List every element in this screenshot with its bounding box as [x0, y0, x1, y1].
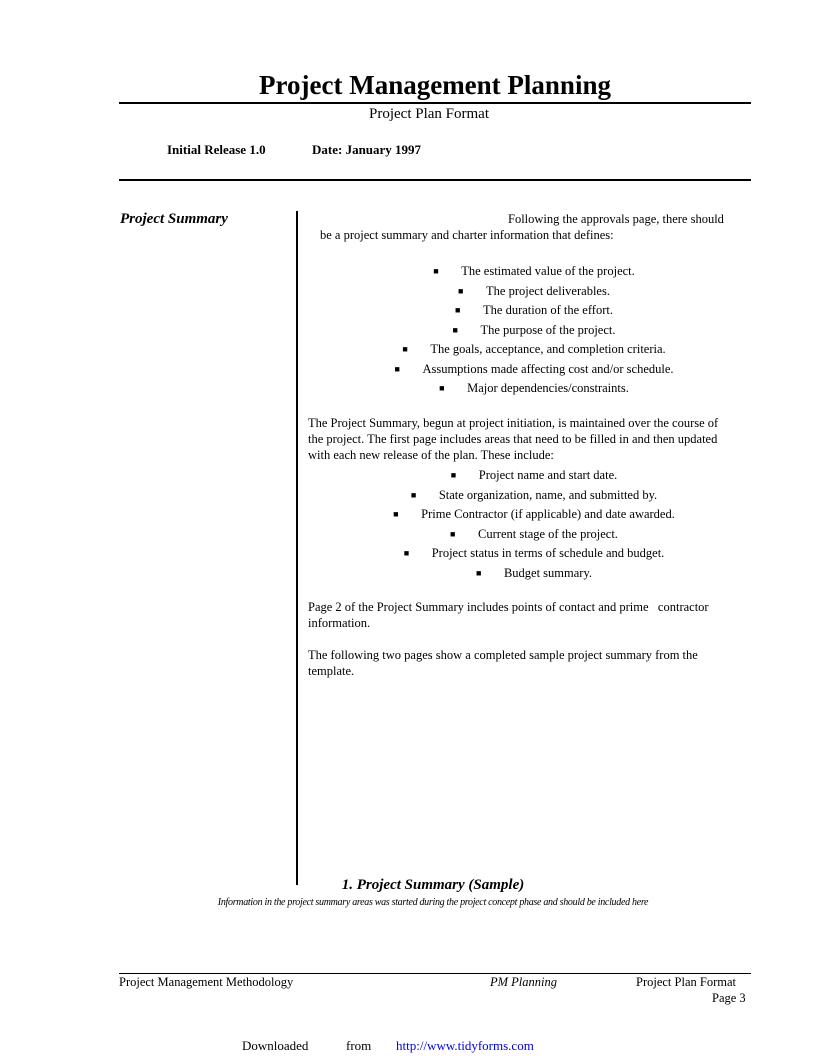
- bullet-icon: ■: [394, 363, 400, 374]
- list-item: ■ The project deliverables.: [310, 282, 758, 302]
- download-link[interactable]: http://www.tidyforms.com: [396, 1038, 534, 1053]
- footer-left: Project Management Methodology: [119, 975, 294, 989]
- bullet-icon: ■: [450, 528, 456, 539]
- bullet-icon: ■: [402, 344, 408, 354]
- list-item: ■ Project status in terms of schedule and budget.: [310, 544, 758, 564]
- bullet-icon: ■: [403, 548, 410, 558]
- sample-title: 1. Project Summary (Sample): [341, 877, 525, 893]
- sample-note: Information in the project summary areas was started during the project concept phase and should be included here: [217, 897, 649, 908]
- summary-para-line-3: with each new release of the plan. These include:: [308, 448, 554, 462]
- defines-bullet-list: [310, 262, 758, 399]
- bullet-icon: ■: [433, 266, 439, 276]
- list-item: ■ The purpose of the project.: [310, 321, 758, 341]
- list-item: ■ Major dependencies/constraints.: [310, 379, 758, 399]
- contacts-para-line-2: information.: [308, 616, 371, 630]
- header-rule-top: [119, 102, 751, 104]
- includes-bullet-list: [310, 466, 758, 583]
- footer-right: Project Plan Format: [636, 975, 736, 989]
- bullet-icon: ■: [393, 509, 399, 519]
- list-item: ■ Prime Contractor (if applicable) and date awarded.: [310, 505, 758, 525]
- bullet-icon: ■: [475, 567, 482, 578]
- release-label: Initial Release 1.0: [167, 142, 266, 157]
- download-word: Downloaded: [242, 1038, 309, 1053]
- footer-rule: [119, 973, 751, 974]
- bullet-icon: ■: [439, 383, 445, 393]
- list-item: ■ Budget summary.: [310, 564, 758, 584]
- bullet-icon: ■: [455, 305, 461, 315]
- intro-line-1: Following the approvals page, there should: [508, 212, 724, 226]
- contacts-para-line-1: Page 2 of the Project Summary includes points of contact and prime contractor: [308, 600, 709, 614]
- bullet-icon: ■: [458, 285, 464, 296]
- list-item: ■ The estimated value of the project.: [310, 262, 758, 282]
- section-side-title: Project Summary: [120, 211, 228, 227]
- document-subtitle: Project Plan Format: [369, 106, 489, 122]
- bullet-icon: ■: [452, 324, 458, 335]
- intro-line-2: be a project summary and charter information that defines:: [320, 228, 614, 242]
- list-item: ■ Assumptions made affecting cost and/or schedule.: [310, 360, 758, 380]
- sample-intro-line-1: The following two pages show a completed sample project summary from the: [308, 648, 698, 662]
- list-item: ■ Project name and start date.: [310, 466, 758, 486]
- release-date: Date: January 1997: [312, 142, 422, 157]
- footer-center: PM Planning: [490, 975, 558, 989]
- download-from: from: [346, 1038, 372, 1053]
- summary-para-line-2: the project. The first page includes areas that need to be filled in and then updated: [308, 432, 718, 446]
- header-rule-bottom: [119, 179, 751, 181]
- list-item: ■ State organization, name, and submitted by.: [310, 486, 758, 506]
- sample-intro-line-2: template.: [308, 664, 355, 678]
- list-item: ■ The duration of the effort.: [310, 301, 758, 321]
- page-number: Page 3: [712, 991, 746, 1005]
- bullet-icon: ■: [410, 489, 417, 500]
- document-title: Project Management Planning: [259, 70, 611, 100]
- list-item: ■ Current stage of the project.: [310, 525, 758, 545]
- summary-para-line-1: The Project Summary, begun at project initiation, is maintained over the course of: [308, 416, 719, 430]
- list-item: ■ The goals, acceptance, and completion criteria.: [310, 340, 758, 360]
- bullet-icon: ■: [450, 470, 457, 480]
- section-divider: [296, 211, 298, 885]
